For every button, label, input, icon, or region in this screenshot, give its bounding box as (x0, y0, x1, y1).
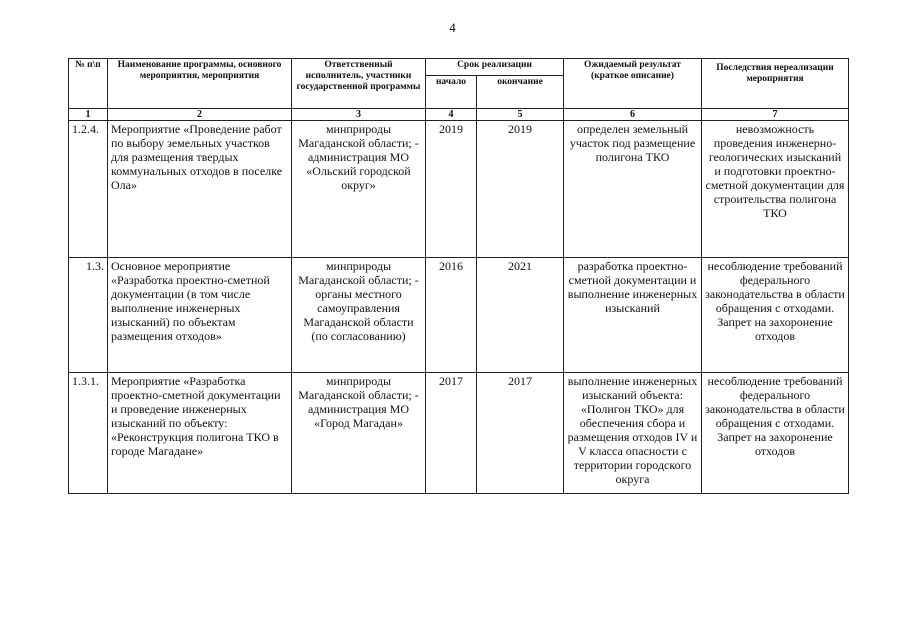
table-row (69, 258, 849, 373)
row-result: определен земельный участок под размещение полигона ТКО (564, 121, 702, 258)
header-result: Ожидаемый результат (краткое описание) (564, 59, 702, 109)
column-number: 6 (564, 109, 702, 121)
row-consequences: невозможность проведения инженерно-геологических изысканий и подготовки проектно-сметной документации для строительства полигона ТКО (702, 121, 849, 258)
program-activities-table (68, 58, 849, 494)
row-result: разработка проектно-сметной документации и выполнение инженерных изысканий (564, 258, 702, 373)
row-end: 2021 (477, 258, 564, 373)
column-number: 7 (702, 109, 849, 121)
row-consequences: несоблюдение требований федерального законодательства в области обращения с отходами. Запрет на захоронение отходов (702, 258, 849, 373)
column-number: 1 (69, 109, 108, 121)
header-end: окончание (477, 76, 564, 109)
table-row (69, 121, 849, 258)
header-consequences: Последствия нереализации мероприятия (702, 59, 849, 109)
row-result: выполнение инженерных изысканий объекта: «Полигон ТКО» для обеспечения сбора и размещения отходов IV и V класса опасности с территории городского округа (564, 373, 702, 494)
header-name: Наименование программы, основного мероприятия, мероприятия (108, 59, 292, 109)
header-num: № п\п (69, 59, 108, 109)
row-start: 2017 (426, 373, 477, 494)
column-number: 3 (292, 109, 426, 121)
column-number: 5 (477, 109, 564, 121)
row-num: 1.3. (69, 258, 108, 373)
column-number: 4 (426, 109, 477, 121)
row-end: 2019 (477, 121, 564, 258)
page-number: 4 (449, 20, 456, 35)
row-num: 1.2.4. (69, 121, 108, 258)
row-executor: минприроды Магаданской области; - администрация МО «Ольский городской округ» (292, 121, 426, 258)
row-name: Мероприятие «Разработка проектно-сметной документации и проведение инженерных изысканий по объекту: «Реконструкция полигона ТКО в городе Магадане» (108, 373, 292, 494)
header-start: начало (426, 76, 477, 109)
header-executor: Ответственный исполнитель, участники государственной программы (292, 59, 426, 109)
row-start: 2016 (426, 258, 477, 373)
row-consequences: несоблюдение требований федерального законодательства в области обращения с отходами. Запрет на захоронение отходов (702, 373, 849, 494)
row-executor: минприроды Магаданской области; - органы местного самоуправления Магаданской области (по согласованию) (292, 258, 426, 373)
row-name: Основное мероприятие «Разработка проектно-сметной документации (в том числе выполнение инженерных изысканий) по объектам размещения отходов» (108, 258, 292, 373)
row-name: Мероприятие «Проведение работ по выбору земельных участков для размещения твердых коммунальных отходов в поселке Ола» (108, 121, 292, 258)
row-num: 1.3.1. (69, 373, 108, 494)
row-start: 2019 (426, 121, 477, 258)
table-row (69, 373, 849, 494)
header-row (69, 59, 849, 76)
row-executor: минприроды Магаданской области; - администрация МО «Город Магадан» (292, 373, 426, 494)
header-period: Срок реализации (426, 59, 564, 76)
column-number: 2 (108, 109, 292, 121)
column-numbers-row (69, 109, 849, 121)
row-end: 2017 (477, 373, 564, 494)
